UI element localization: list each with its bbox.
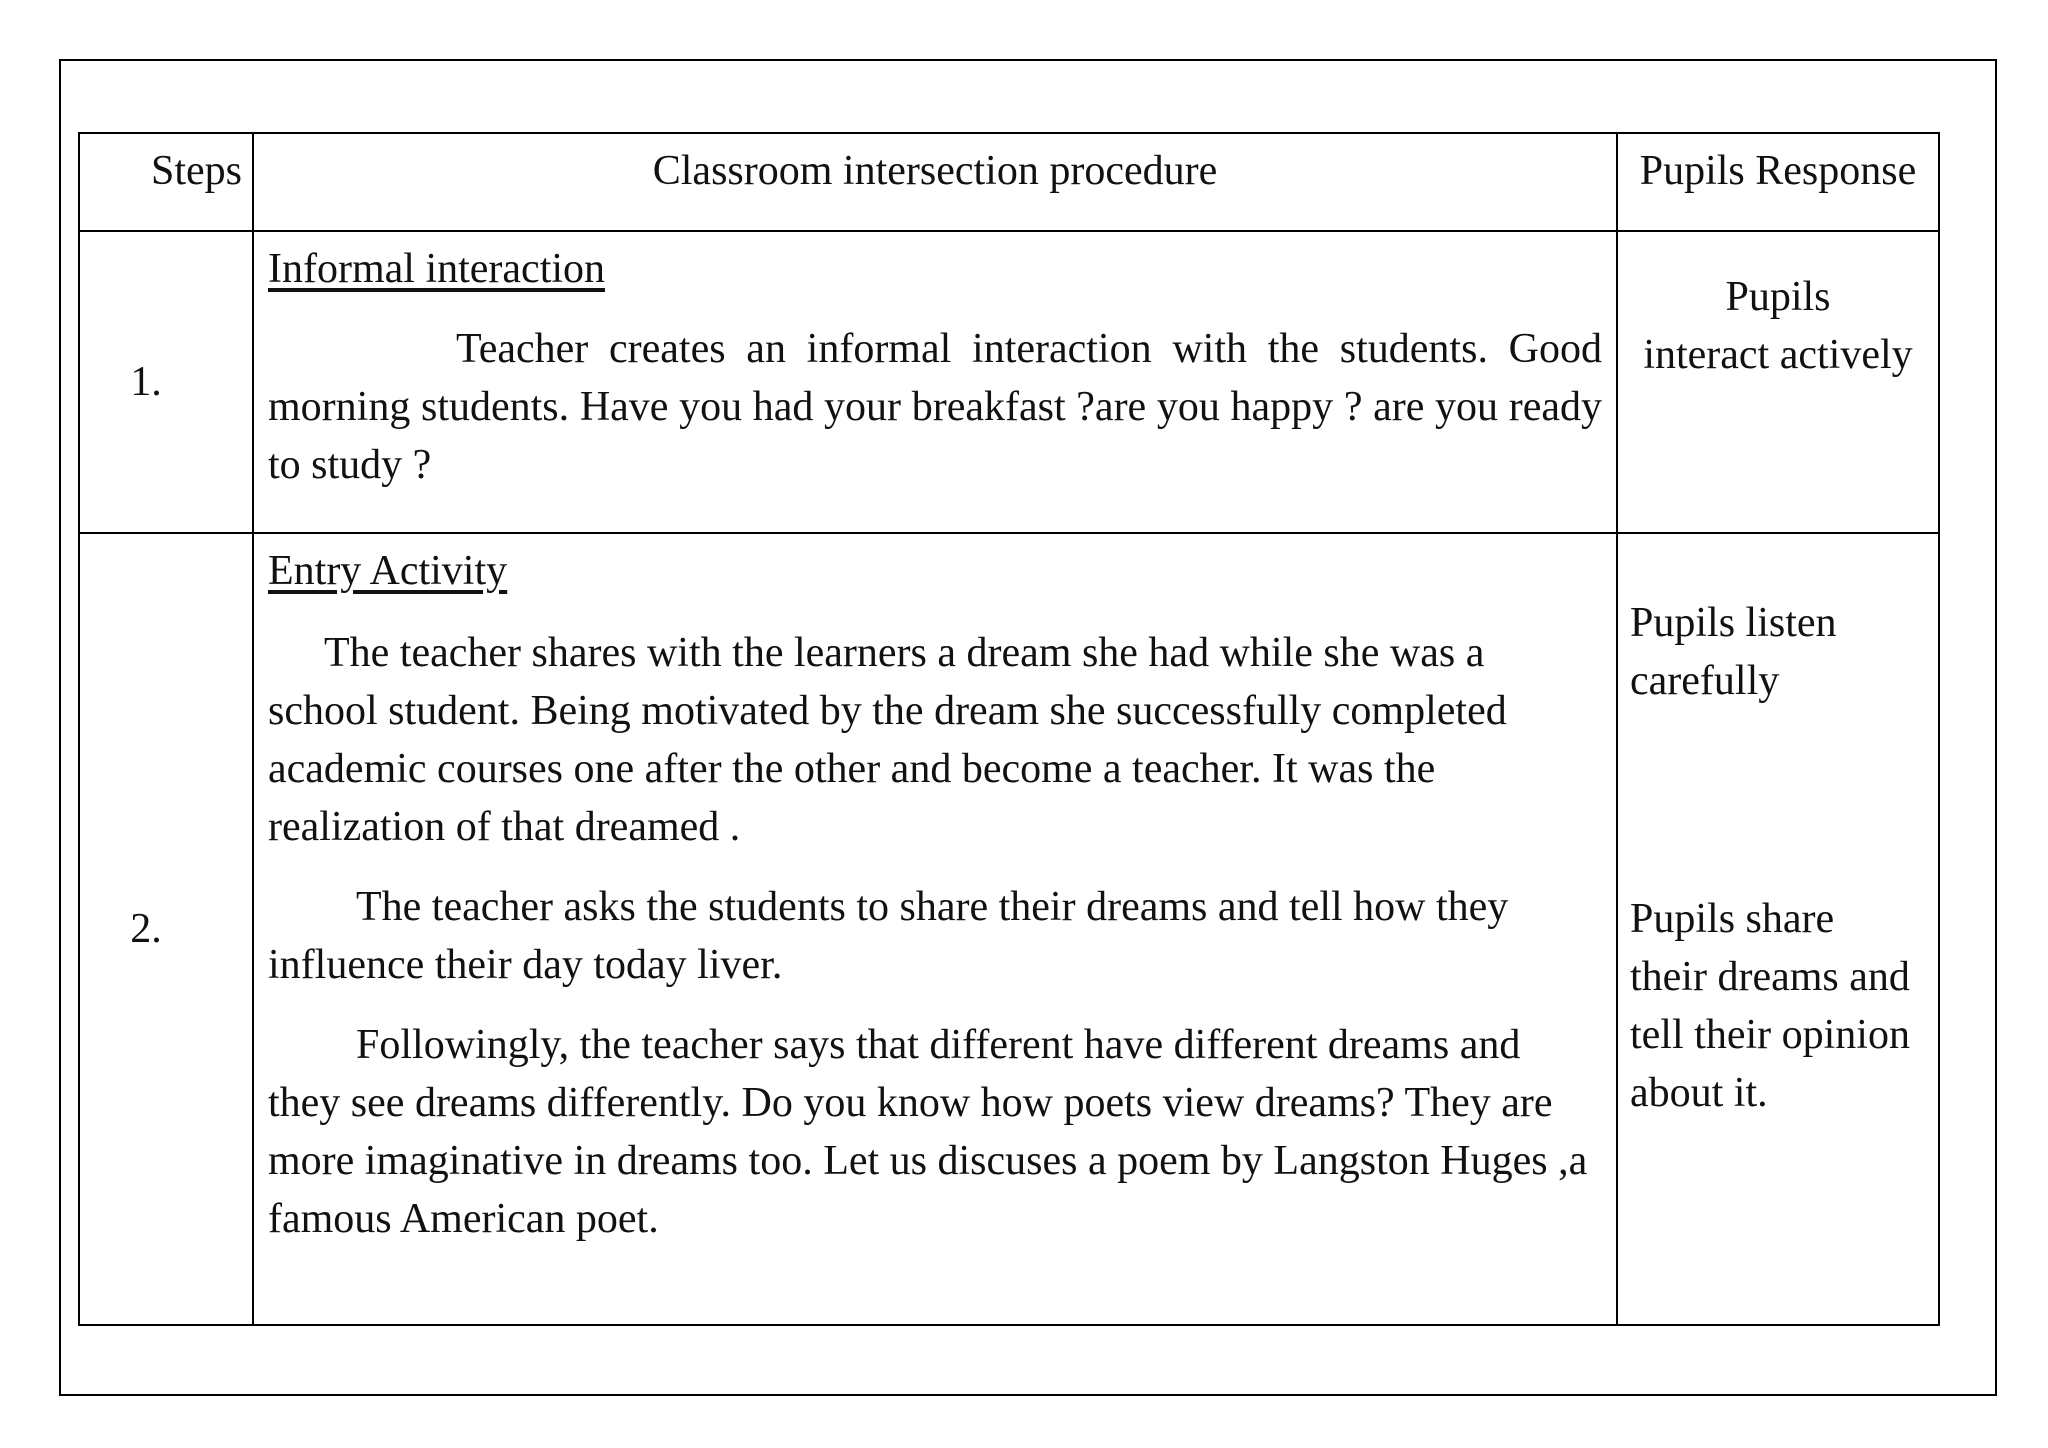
response-cell — [1617, 231, 1939, 533]
response-line: about it. — [1630, 1070, 1768, 1116]
table-row — [79, 231, 1939, 533]
procedure-paragraph: Followingly, the teacher says that different have different dreams and they see dreams differently. Do you know how poets view dreams? They are more imaginative in dreams too. Let us discuses a poem by Langston Huges ,a famous American poet. — [268, 1022, 1588, 1242]
procedure-cell — [253, 533, 1617, 1325]
response-line: their dreams and — [1630, 954, 1910, 1000]
pupil-response — [1630, 890, 1926, 1122]
response-line: interact actively — [1643, 332, 1913, 378]
header-steps: Steps — [79, 133, 253, 231]
section-title: Informal interaction — [268, 246, 606, 292]
table-header-row — [79, 133, 1939, 231]
response-line: tell their opinion — [1630, 1012, 1910, 1058]
procedure-cell — [253, 231, 1617, 533]
lesson-procedure-table — [78, 132, 1940, 1326]
header-procedure: Classroom intersection procedure — [253, 133, 1617, 231]
table-row — [79, 533, 1939, 1325]
procedure-paragraph: The teacher asks the students to share their dreams and tell how they influence their day today liver. — [268, 884, 1509, 988]
response-line: Pupils listen — [1630, 600, 1837, 646]
response-line: Pupils share — [1630, 896, 1835, 942]
pupil-response — [1630, 268, 1926, 384]
pupil-response — [1630, 594, 1926, 710]
section-title: Entry Activity — [268, 548, 508, 594]
response-cell — [1617, 533, 1939, 1325]
response-line: Pupils — [1725, 274, 1831, 320]
procedure-paragraph: The teacher shares with the learners a dream she had while she was a school student. Being motivated by the dream she successfully completed academic courses one after the other and become a teacher. It was the realization of that dreamed . — [268, 630, 1507, 850]
header-response: Pupils Response — [1617, 133, 1939, 231]
step-number: 2. — [79, 533, 253, 1325]
procedure-paragraph: Teacher creates an informal interaction with the students. Good morning students. Have you had your breakfast ?are you happy ? are you ready to study ? — [268, 326, 1602, 488]
step-number: 1. — [79, 231, 253, 533]
response-line: carefully — [1630, 658, 1780, 704]
